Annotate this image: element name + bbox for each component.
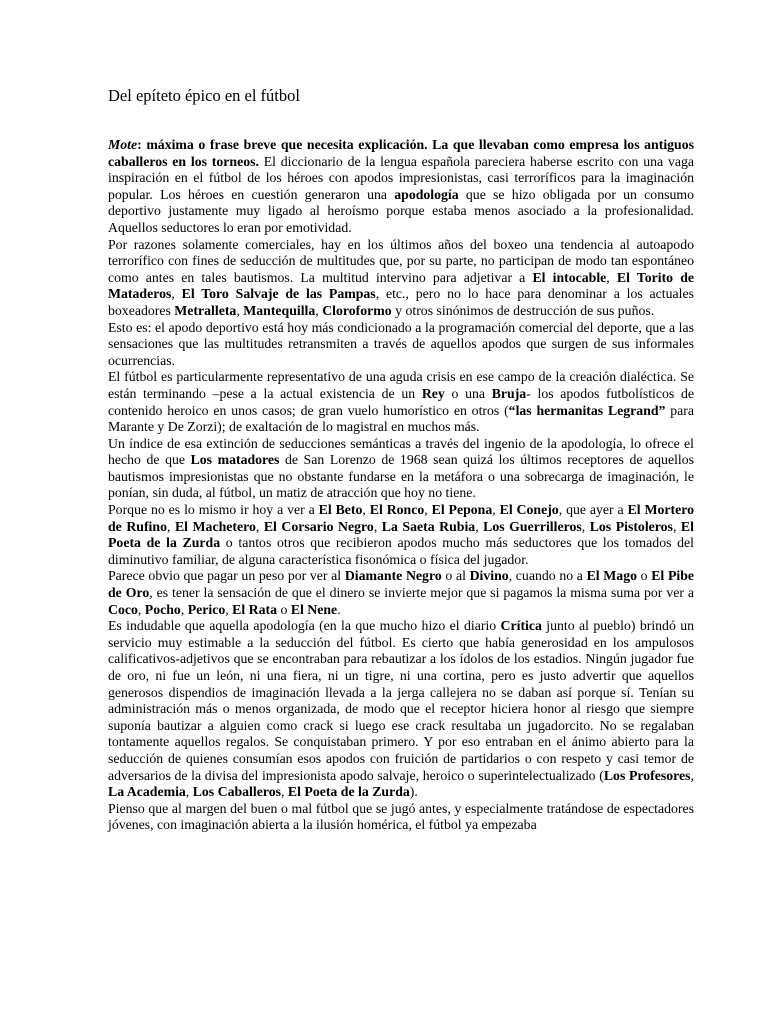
bold-text: El Rata	[232, 601, 278, 617]
text-run: , cuando no a	[508, 568, 587, 584]
text-run: , etc., pero no lo hace para denominar a los actuales boxeadores	[108, 286, 694, 318]
text-run: Esto es: el apodo deportivo está hoy más condicionado a la programación comercial del deporte, que a las sensaciones que las multitudes retransmiten a través de aquellos apodos que surgen de sus informales ocurrencias.	[108, 319, 694, 368]
bold-text: Los matadores	[190, 452, 280, 468]
text-run: Parece obvio que pagar un peso por ver al	[108, 568, 345, 584]
text-run: ,	[315, 302, 323, 318]
text-run: o	[277, 601, 291, 617]
bold-text: Cloroformo	[322, 302, 392, 318]
bold-text: La Academia	[108, 784, 186, 800]
paragraph	[108, 618, 694, 801]
bold-text: El Corsario Negro	[263, 518, 374, 534]
text-run: ).	[409, 784, 418, 800]
text-run: - los apodos futbolísticos de contenido heroico en unos casos; de gran vuelo humorístico en otros (	[108, 385, 694, 418]
text-run: o tantos otros que recibieron apodos mucho más seductores que los tomados del diminutivo familiar, de alguna característica fisonómica o física del jugador.	[108, 535, 694, 567]
text-run: ,	[690, 767, 694, 783]
bold-text: Los Profesores	[603, 767, 691, 783]
text-run: Por razones solamente comerciales, hay en los últimos años del boxeo una tendencia al autoapodo terrorífico con fines de seducción de multitudes que, por su parte, no participan de modo tan espontáneo como antes en tales bautismos. La multitud intervino para adjetivar a	[108, 236, 694, 285]
bold-text: :	[137, 137, 147, 152]
bold-text: Metralleta	[174, 302, 237, 318]
text-run: ,	[180, 601, 188, 617]
bold-text: El Poeta de la Zurda	[108, 518, 694, 551]
bold-text: “las hermanitas Legrand”	[508, 402, 666, 418]
text-run: ,	[373, 518, 382, 534]
text-run: ,	[281, 784, 288, 800]
text-run: ,	[492, 502, 500, 518]
paragraph	[108, 436, 694, 502]
bold-text: El intocable	[532, 269, 607, 285]
bold-text: Los Caballeros	[192, 784, 281, 800]
text-run: o una	[444, 385, 492, 401]
text-run: Pienso que al margen del buen o mal fútbol que se jugó antes, y especialmente tratándose de espectadores jóvenes, con imaginación abierta a la ilusión homérica, el fútbol ya empezaba	[108, 800, 694, 833]
bold-text: El Beto	[318, 502, 363, 518]
text-run: ,	[185, 784, 193, 800]
document-body	[108, 137, 694, 834]
document-page	[108, 86, 694, 834]
text-run: de San Lorenzo de 1968 sean quizá los últimos receptores de aquellos bautismos impresionistas que no obstante fundarse en la metáfora o una sobrecarga de imaginación, le ponían, sin duda, al fútbol, un matiz de atracción que hoy no tiene.	[108, 452, 694, 501]
paragraph	[108, 320, 694, 370]
paragraph	[108, 568, 694, 618]
text-run: ,	[225, 601, 233, 617]
text-run: que se hizo obligada por un consumo deportivo justamente muy ligado al heroísmo porque estaba menos asociado a la profesionalidad. Aquellos seductores lo eran por emotividad.	[108, 186, 694, 235]
bold-italic-text: Mote	[108, 137, 138, 152]
text-run: , que ayer a	[558, 502, 628, 518]
bold-text: Bruja	[491, 385, 527, 401]
bold-text: Crítica	[500, 618, 542, 634]
text-run: ,	[475, 518, 484, 534]
bold-text: El Pibe de Oro	[108, 568, 694, 601]
text-run: Un índice de esa extinción de seducciones semánticas a través del ingenio de la apodología, lo ofrece el hecho de que	[108, 435, 694, 468]
text-run: para Marante y De Zorzi); de exaltación de lo magistral en muchos más.	[108, 402, 694, 435]
paragraph	[108, 137, 694, 237]
bold-text: El Nene	[290, 601, 338, 617]
bold-text: El Torito de Mataderos	[108, 269, 695, 302]
bold-text: Coco	[108, 601, 138, 617]
text-run: o al	[441, 568, 470, 584]
bold-text: Los Guerrilleros	[483, 518, 582, 534]
bold-text: Rey	[421, 385, 445, 401]
bold-text: El Toro Salvaje de las Pampas	[181, 286, 376, 302]
bold-text: Pocho	[144, 601, 181, 617]
text-run: junto al pueblo) brindó un servicio muy estimable a la seducción del fútbol. Es cierto que había generosidad en los ampulosos calificativos-adjetivos que se encontraban para rebautizar a los ídolos de los estadios. Ningún jugador fue de oro, ni fue un león, ni una fiera, ni un tigre, ni una cortina, pero es justo advertir que aquellos generosos dispendios de imaginación llevada a la jerga callejera no se daban así porque sí. Tenían su administración más o menos organizada, de modo que el receptor hiciera honor al riesgo que siempre suponía bautizar a alguien como crack si luego ese crack resultaba un jugadorcito. No se regalaban tontamente aquellos regalos. Se conquistaban primero. Y por eso entraban en el ánimo abierto para la seducción de quienes consumían esos apodos con fruición de partidarios o con respeto y casi temor de adversarios de la divisa del impresionista apodo salvaje, heroico o superintelectualizado (	[108, 618, 695, 783]
bold-text: Mantequilla	[243, 302, 316, 318]
paragraph	[108, 502, 694, 568]
text-run: ,	[137, 601, 145, 617]
paragraph	[108, 801, 694, 834]
text-run: ,	[171, 286, 182, 302]
text-run: y otros sinónimos de destrucción de sus puños.	[391, 302, 655, 318]
text-run: ,	[236, 302, 244, 318]
text-run: ,	[166, 518, 175, 534]
text-run: ,	[672, 518, 681, 534]
bold-text: El Pepona	[431, 502, 493, 518]
bold-text: Perico	[187, 601, 226, 617]
bold-text: El Ronco	[369, 502, 425, 518]
text-run: ,	[581, 518, 590, 534]
text-run: Es indudable que aquella apodología (en la que mucho hizo el diario	[108, 618, 501, 634]
text-run: ,	[362, 502, 370, 518]
text-run: .	[337, 601, 341, 617]
bold-text: El Mortero de Rufino	[108, 502, 695, 534]
bold-text: Los Pistoleros	[589, 518, 673, 534]
text-run: ,	[255, 518, 264, 534]
bold-text: máxima o frase breve que necesita explicación. La que llevaban como empresa los antiguos caballeros en los torneos.	[108, 137, 694, 169]
bold-text: La Saeta Rubia	[381, 518, 476, 534]
bold-text: Divino	[469, 568, 509, 584]
text-run: , es tener la sensación de que el dinero se invierte mejor que si pagamos la misma suma por ver a	[149, 585, 694, 601]
paragraph	[108, 369, 694, 435]
bold-text: El Mago	[586, 568, 637, 584]
bold-text: El Poeta de la Zurda	[287, 784, 410, 800]
bold-text: El Machetero	[174, 518, 256, 534]
bold-text: Diamante Negro	[344, 568, 442, 584]
bold-text: apodología	[394, 186, 459, 202]
document-title: Del epíteto épico en el fútbol	[108, 86, 300, 105]
text-run: o	[637, 568, 652, 584]
text-run: ,	[424, 502, 432, 518]
bold-text: El Conejo	[499, 502, 559, 518]
text-run: El diccionario de la lengua española pareciera haberse escrito con una vaga inspiración en el fútbol de los héroes con apodos impresionistas, casi terroríficos para la imaginación popular. Los héroes en cuestión generaron una	[108, 153, 694, 202]
paragraph	[108, 237, 694, 320]
text-run: ,	[606, 269, 617, 285]
text-run: Porque no es lo mismo ir hoy a ver a	[108, 502, 319, 518]
text-run: El fútbol es particularmente representativo de una aguda crisis en ese campo de la creación dialéctica. Se están terminando –pese a la actual existencia de un	[108, 369, 694, 401]
